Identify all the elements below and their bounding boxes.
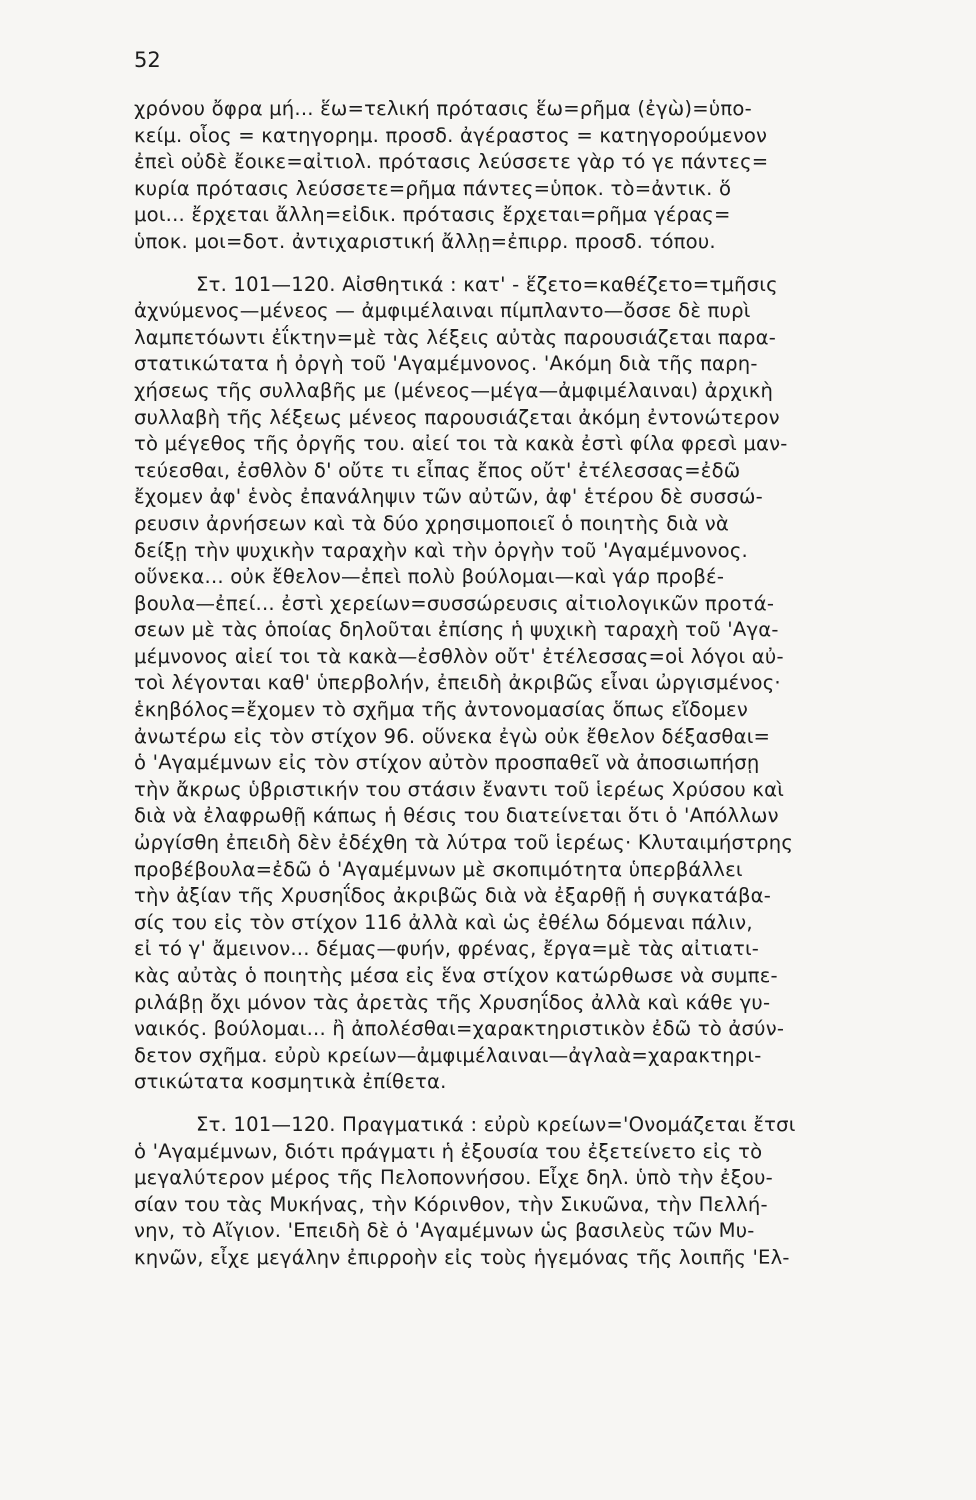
text-line: εἰ τό γ' ἄμεινον... δέμας—φυήν, φρένας, ἔργα=μὲ τὰς αἰτιατι-: [134, 937, 760, 961]
text-line: τὸ μέγεθος τῆς ὀργῆς του. αἰεί τοι τὰ κακὰ ἐστὶ φίλα φρεσὶ μαν-: [134, 432, 788, 456]
paragraph-factual-notes: [134, 1112, 964, 1272]
text-line: ριλάβῃ ὄχι μόνον τὰς ἀρετὰς τῆς Χρυσηΐδος ἀλλὰ καὶ κάθε γυ-: [134, 990, 771, 1014]
text-line: τὴν ἄκρως ὑβριστικήν του στάσιν ἔναντι τοῦ ἱερέως Χρύσου καὶ: [134, 777, 785, 801]
text-line: δείξῃ τὴν ψυχικὴν ταραχὴν καὶ τὴν ὀργὴν τοῦ 'Αγαμέμνονος.: [134, 538, 748, 562]
text-line: σίς του εἰς τὸν στίχον 116 ἀλλὰ καὶ ὡς ἐθέλω δόμεναι πάλιν,: [134, 910, 753, 934]
text-line: ὁ 'Αγαμέμνων εἰς τὸν στίχον αὐτὸν προσπαθεῖ νὰ ἀποσιωπήσῃ: [134, 751, 760, 775]
text-line: χρόνου ὄφρα μή... ἕω=τελική πρότασις ἕω=ρῆμα (ἐγὼ)=ὑπο-: [134, 97, 752, 120]
text-line: τοὶ λέγονται καθ' ὑπερβολήν, ἐπειδὴ ἀκριβῶς εἶναι ὠργισμένος·: [134, 671, 781, 695]
text-line: Στ. 101—120. Πραγματικά : εὐρὺ κρείων='Ονομάζεται ἔτσι: [196, 1112, 796, 1136]
text-line: σεων μὲ τὰς ὁποίας δηλοῦται ἐπίσης ἡ ψυχικὴ ταραχὴ τοῦ 'Αγα-: [134, 618, 779, 642]
text-line: ὑποκ. μοι=δοτ. ἀντιχαριστική ἄλλῃ=ἐπιρρ. προσδ. τόπου.: [134, 229, 716, 253]
page-number: 52: [134, 48, 161, 72]
text-line: ἀχνύμενος—μένεος — ἀμφιμέλαιναι πίμπλαντο—ὄσσε δὲ πυρὶ: [134, 299, 751, 323]
text-line: τεύεσθαι, ἐσθλὸν δ' οὔτε τι εἶπας ἔπος οὔτ' ἐτέλεσσας=ἐδῶ: [134, 458, 741, 482]
text-line: διὰ νὰ ἐλαφρωθῇ κάπως ἡ θέσις του διατείνεται ὅτι ὁ 'Απόλλων: [134, 804, 779, 828]
text-line: τὴν ἀξίαν τῆς Χρυσηΐδος ἀκριβῶς διὰ νὰ ἐξαρθῇ ἡ συγκατάβα-: [134, 884, 772, 908]
text-line: προβέβουλα=ἐδῶ ὁ 'Αγαμέμνων μὲ σκοπιμότητα ὑπερβάλλει: [134, 857, 743, 881]
text-line: κείμ. οἷος = κατηγορημ. προσδ. ἀγέραστος = κατηγορούμενον: [134, 123, 768, 147]
text-line: δετον σχῆμα. εὐρὺ κρείων—ἀμφιμέλαιναι—ἀγλαὰ=χαρακτηρι-: [134, 1043, 762, 1067]
text-line: σίαν του τὰς Μυκήνας, τὴν Κόρινθον, τὴν Σικυῶνα, τὴν Πελλή-: [134, 1192, 768, 1216]
text-line: ὠργίσθη ἐπειδὴ δὲν ἐδέχθη τὰ λύτρα τοῦ ἱερέως· Κλυταιμήστρης: [134, 831, 794, 855]
text-line: μοι... ἔρχεται ἄλλη=εἰδικ. πρότασις ἔρχεται=ρῆμα γέρας=: [134, 203, 731, 227]
text-line: μεγαλύτερον μέρος τῆς Πελοποννήσου. Εἶχε δηλ. ὑπὸ τὴν ἐξου-: [134, 1166, 773, 1190]
text-line: ἑκηβόλος=ἔχομεν τὸ σχῆμα τῆς ἀντονομασίας ὅπως εἴδομεν: [134, 698, 748, 722]
text-line: ἐπεὶ οὐδὲ ἔοικε=αἰτιολ. πρότασις λεύσσετε γὰρ τό γε πάντες=: [134, 150, 769, 174]
text-line: συλλαβὴ τῆς λέξεως μένεος παρουσιάζεται ἀκόμη ἐντονώτερον: [134, 405, 780, 429]
text-line: οὕνεκα... οὐκ ἔθελον—ἐπεὶ πολὺ βούλομαι—καὶ γάρ προβέ-: [134, 565, 725, 589]
text-line: χήσεως τῆς συλλαβῆς με (μένεος—μέγα—ἀμφιμέλαιναι) ἀρχικὴ: [134, 378, 774, 402]
text-line: ρευσιν ἀρνήσεων καὶ τὰ δύο χρησιμοποιεῖ ὁ ποιητὴς διὰ νὰ: [134, 511, 730, 535]
text-line: ἔχομεν ἀφ' ἑνὸς ἐπανάληψιν τῶν αὐτῶν, ἀφ' ἑτέρου δὲ συσσώ-: [134, 485, 763, 509]
text-line: κὰς αὐτὰς ὁ ποιητὴς μέσα εἰς ἕνα στίχον κατώρθωσε νὰ συμπε-: [134, 964, 778, 987]
paragraph-vocabulary-notes: [134, 96, 964, 256]
text-line: βουλα—ἐπεί... ἐστὶ χερείων=συσσώρευσις αἰτιολογικῶν προτά-: [134, 591, 775, 615]
text-line: στατικώτατα ἡ ὀργὴ τοῦ 'Αγαμέμνονος. 'Ακόμη διὰ τῆς παρη-: [134, 352, 758, 376]
text-line: μέμνονος αἰεί τοι τὰ κακὰ—ἐσθλὸν οὔτ' ἐτέλεσσας=οἱ λόγοι αὐ-: [134, 644, 784, 668]
body-text: [134, 96, 964, 1272]
paragraph-aesthetic-notes: [134, 272, 964, 1096]
text-line: νην, τὸ Αἴγιον. 'Επειδὴ δὲ ὁ 'Αγαμέμνων ὡς βασιλεὺς τῶν Μυ-: [134, 1219, 755, 1243]
text-line: κηνῶν, εἶχε μεγάλην ἐπιρροὴν εἰς τοὺς ἡγεμόνας τῆς λοιπῆς 'Ελ-: [134, 1245, 790, 1269]
text-line: ὁ 'Αγαμέμνων, διότι πράγματι ἡ ἐξουσία του ἐξετείνετο εἰς τὸ: [134, 1139, 763, 1163]
text-line: ἀνωτέρω εἰς τὸν στίχον 96. οὕνεκα ἐγὼ οὐκ ἔθελον δέξασθαι=: [134, 724, 771, 748]
text-line: ναικός. βούλομαι... ἢ ἀπολέσθαι=χαρακτηριστικὸν ἐδῶ τὸ ἀσύν-: [134, 1017, 785, 1041]
text-line: Στ. 101—120. Αἰσθητικά : κατ' - ἕζετο=καθέζετο=τμῆσις: [196, 272, 778, 296]
text-line: λαμπετόωντι ἐΐκτην=μὲ τὰς λέξεις αὐτὰς παρουσιάζεται παρα-: [134, 325, 776, 349]
text-line: στικώτατα κοσμητικὰ ἐπίθετα.: [134, 1070, 447, 1094]
text-line: κυρία πρότασις λεύσσετε=ρῆμα πάντες=ὑποκ. τὸ=ἀντικ. ὅ: [134, 176, 732, 200]
